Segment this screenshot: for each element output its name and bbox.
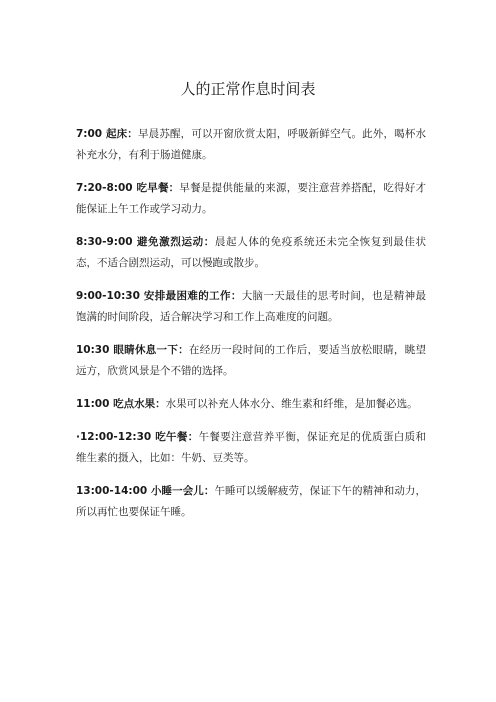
schedule-entry <box>76 340 426 382</box>
entry-time-label: 8:30-9:00 避免激烈运动： <box>76 236 215 248</box>
schedule-entry <box>76 481 426 523</box>
schedule-entry <box>76 286 426 328</box>
entry-time-label: 10:30 眼睛休息一下： <box>76 344 189 356</box>
schedule-entry <box>76 178 426 220</box>
entry-description: 早餐是提供能量的来源，要注意营养搭配，吃得好才能保证上午工作或学习动力。 <box>76 182 426 215</box>
entry-time-label: 9:00-10:30 安排最困难的工作： <box>76 290 242 302</box>
entry-time-label: ·12:00-12:30 吃午餐： <box>76 431 199 443</box>
schedule-entry <box>76 427 426 469</box>
schedule-list <box>76 124 426 535</box>
entry-description: 水果可以补充人体水分、维生素和纤维，是加餐必选。 <box>165 398 418 410</box>
entry-time-label: 7:00 起床： <box>76 128 138 140</box>
page-title: 人的正常作息时间表 <box>180 80 316 98</box>
entry-time-label: 7:20-8:00 吃早餐： <box>76 182 180 194</box>
schedule-entry <box>76 394 426 415</box>
entry-time-label: 11:00 吃点水果： <box>76 398 166 410</box>
entry-description: 早晨苏醒，可以开窗欣赏太阳，呼吸新鲜空气。此外，喝杯水补充水分，有利于肠道健康。 <box>76 128 426 161</box>
entry-time-label: 13:00-14:00 小睡一会儿： <box>76 485 215 497</box>
entry-description: 大脑一天最佳的思考时间，也是精神最饱满的时间阶段，适合解决学习和工作上高难度的问题。 <box>76 290 426 323</box>
entry-description: 午餐要注意营养平衡，保证充足的优质蛋白质和维生素的摄入，比如：牛奶、豆类等。 <box>76 431 426 464</box>
entry-description: 在经历一段时间的工作后，要适当放松眼睛，眺望远方，欣赏风景是个不错的选择。 <box>76 344 427 377</box>
schedule-entry <box>76 124 426 166</box>
entry-description: 晨起人体的免疫系统还未完全恢复到最佳状态，不适合剧烈运动，可以慢跑或散步。 <box>76 236 427 269</box>
schedule-entry <box>76 232 426 274</box>
entry-description: 午睡可以缓解疲劳，保证下午的精神和动力，所以再忙也要保证午睡。 <box>76 485 427 518</box>
